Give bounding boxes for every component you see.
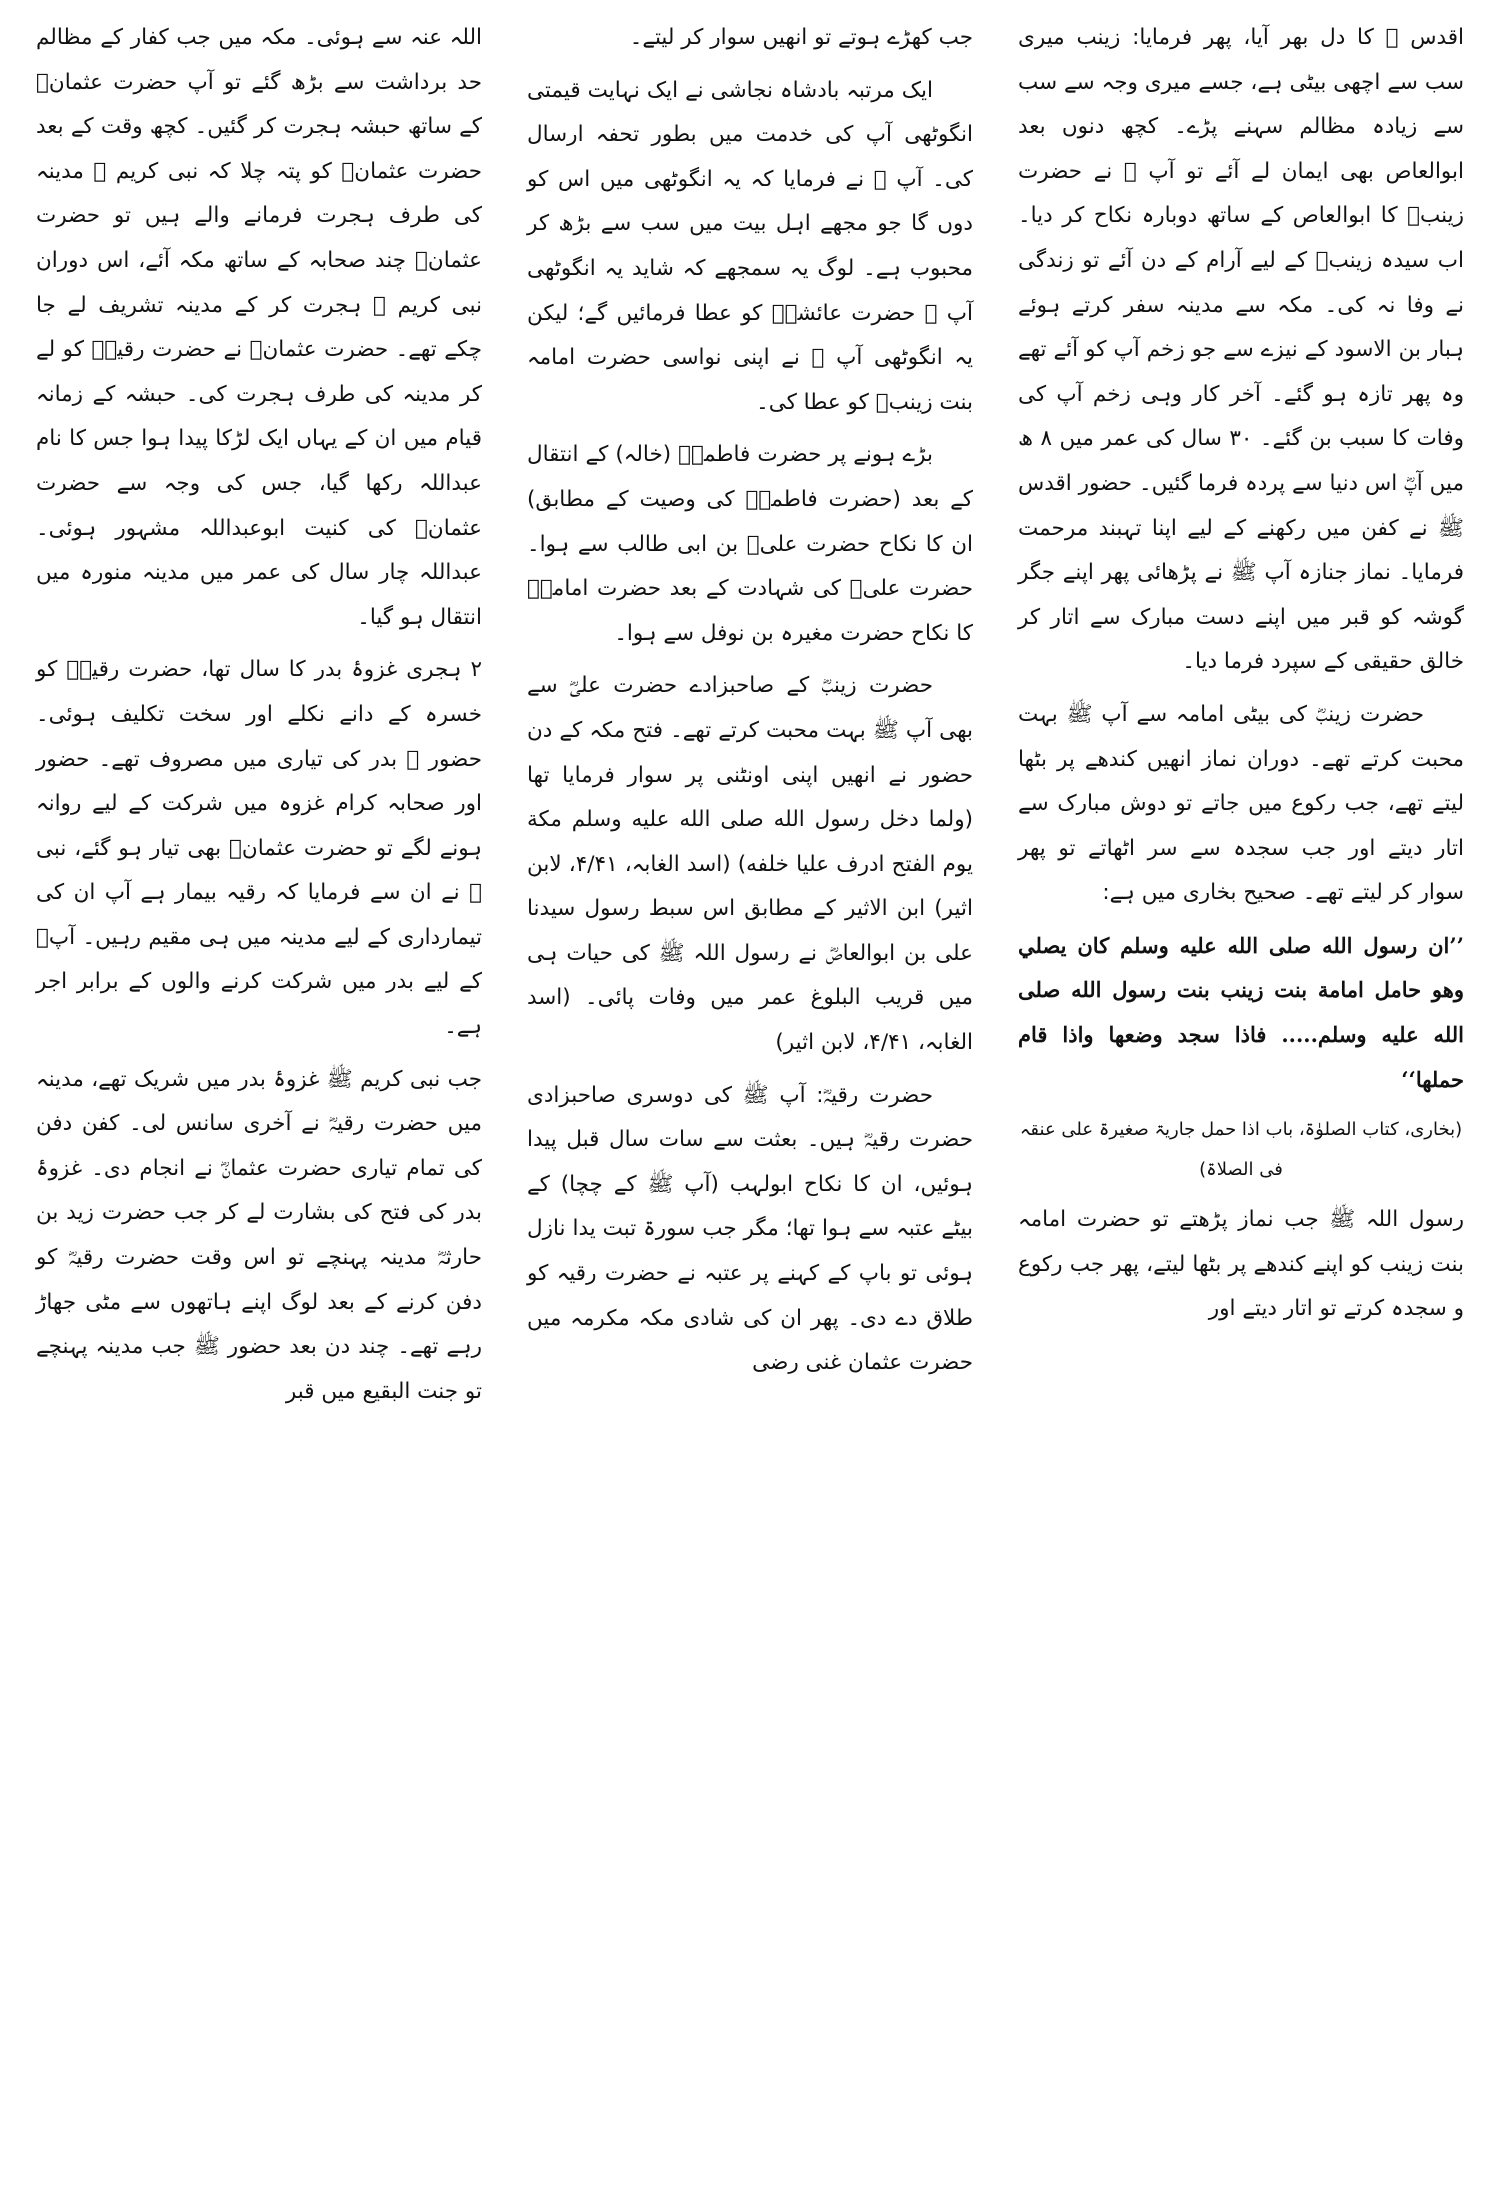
paragraph: حضرت رقیہؓ: آپ ﷺ کی دوسری صاحبزادی حضرت رقیہؓ ہیں۔ بعثت سے سات سال قبل پیدا ہوئیں، ان کا نکاح ابولہب (آپ ﷺ کے چچا) کے بیٹے عتبہ سے ہوا تھا؛ مگر جب سورۃ تبت یدا نازل ہوئی تو باپ کے کہنے پر عتبہ نے حضرت رقیہ کو طلاق دے دی۔ پھر ان کی شادی مکہ مکرمہ میں حضرت عثمان غنی رضی xyxy=(527,1082,973,1376)
column-left xyxy=(30,16,488,2186)
column-right xyxy=(1012,16,1470,2186)
paragraph: ۲ ہجری غزوۂ بدر کا سال تھا، حضرت رقیہؓ کو خسرہ کے دانے نکلے اور سخت تکلیف ہوئی۔ حضور ﷺ بدر کی تیاری میں مصروف تھے۔ حضور اور صحابہ کرام غزوہ میں شرکت کے لیے روانہ ہونے لگے تو حضرت عثمانؓ بھی تیار ہو گئے، نبی ﷺ نے ان سے فرمایا کہ رقیہ بیمار ہے آپ ان کی تیمارداری کے لیے مدینہ میں ہی مقیم رہیں۔ آپؓ کے لیے بدر میں شرکت کرنے والوں کے برابر اجر ہے۔ xyxy=(36,657,482,1040)
paragraph: جب کھڑے ہوتے تو انھیں سوار کر لیتے۔ xyxy=(629,25,973,50)
paragraph: جب نبی کریم ﷺ غزوۂ بدر میں شریک تھے، مدینہ میں حضرت رقیہؓ نے آخری سانس لی۔ کفن دفن کی تمام تیاری حضرت عثمانؓ نے انجام دی۔ غزوۂ بدر کی فتح کی بشارت لے کر جب حضرت زید بن حارثہؓ مدینہ پہنچے تو اس وقت حضرت رقیہؓ کو دفن کرنے کے بعد لوگ اپنے ہاتھوں سے مٹی جھاڑ رہے تھے۔ چند دن بعد حضور ﷺ جب مدینہ پہنچے تو جنت البقیع میں قبر xyxy=(36,1066,482,1404)
citation: (بخاری، کتاب الصلوٰۃ، باب اذا حمل جاریۃ صغیرۃ علی عنقہ فی الصلاۃ) xyxy=(1019,1119,1463,1181)
paragraph: بڑے ہونے پر حضرت فاطمہؓ (خالہ) کے انتقال کے بعد (حضرت فاطمہؓ کی وصیت کے مطابق) ان کا نکاح حضرت علیؓ بن ابی طالب سے ہوا۔ حضرت علیؓ کی شہادت کے بعد حضرت امامہؓ کا نکاح حضرت مغیرہ بن نوفل سے ہوا۔ xyxy=(527,442,973,646)
paragraph: حضرت زینبؓ کی بیٹی امامہ سے آپ ﷺ بہت محبت کرتے تھے۔ دوران نماز انھیں کندھے پر بٹھا لیتے تھے، جب رکوع میں جاتے تو دوش مبارک سے اتار دیتے اور جب سجدہ سے سر اٹھاتے تو پھر سوار کر لیتے تھے۔ صحیح بخاری میں ہے: xyxy=(1018,701,1464,906)
paragraph: رسول اللہ ﷺ جب نماز پڑھتے تو حضرت امامہ بنت زینب کو اپنے کندھے پر بٹھا لیتے، پھر جب رکوع و سجدہ کرتے تو اتار دیتے اور xyxy=(1018,1207,1464,1322)
column-middle xyxy=(521,16,979,2186)
paragraph: اللہ عنہ سے ہوئی۔ مکہ میں جب کفار کے مظالم حد برداشت سے بڑھ گئے تو آپ حضرت عثمانؓ کے ساتھ حبشہ ہجرت کر گئیں۔ کچھ وقت کے بعد حضرت عثمانؓ کو پتہ چلا کہ نبی کریم ﷺ مدینہ کی طرف ہجرت فرمانے والے ہیں تو حضرت عثمانؓ چند صحابہ کے ساتھ مکہ آئے، اس دوران نبی کریم ﷺ ہجرت کر کے مدینہ تشریف لے جا چکے تھے۔ حضرت عثمانؓ نے حضرت رقیہؓ کو لے کر مدینہ کی طرف ہجرت کی۔ حبشہ کے زمانہ قیام میں ان کے یہاں ایک لڑکا پیدا ہوا جس کا نام عبداللہ رکھا گیا، جس کی وجہ سے حضرت عثمانؓ کی کنیت ابوعبداللہ مشہور ہوئی۔ عبداللہ چار سال کی عمر میں مدینہ منورہ میں انتقال ہو گیا۔ xyxy=(36,25,482,630)
paragraph: اقدس ﷺ کا دل بھر آیا، پھر فرمایا: زینب میری سب سے اچھی بیٹی ہے، جسے میری وجہ سے سب سے زیادہ مظالم سہنے پڑے۔ کچھ دنوں بعد ابوالعاص بھی ایمان لے آئے تو آپ ﷺ نے حضرت زینبؓ کا ابوالعاص کے ساتھ دوبارہ نکاح کر دیا۔ اب سیدہ زینبؓ کے لیے آرام کے دن آئے تو زندگی نے وفا نہ کی۔ مکہ سے مدینہ سفر کرتے ہوئے ہبار بن الاسود کے نیزے سے جو زخم آپ کو آئے تھے وہ پھر تازہ ہو گئے۔ آخر کار وہی زخم آپ کی وفات کا سبب بن گئے۔ ۳۰ سال کی عمر میں ۸ ھ میں آپؓ اس دنیا سے پردہ فرما گئیں۔ حضور اقدس ﷺ نے کفن میں رکھنے کے لیے اپنا تہبند مرحمت فرمایا۔ نماز جنازہ آپ ﷺ نے پڑھائی پھر اپنے جگر گوشہ کو قبر میں اپنے دست مبارک سے اتار کر خالق حقیقی کے سپرد فرما دیا۔ xyxy=(1018,25,1464,675)
paragraph: ایک مرتبہ بادشاہ نجاشی نے ایک نہایت قیمتی انگوٹھی آپ کی خدمت میں بطور تحفہ ارسال کی۔ آپ ﷺ نے فرمایا کہ یہ انگوٹھی میں اس کو دوں گا جو مجھے اہل بیت میں سب سے بڑھ کر محبوب ہے۔ لوگ یہ سمجھے کہ شاید یہ انگوٹھی آپ ﷺ حضرت عائشہؓ کو عطا فرمائیں گے؛ لیکن یہ انگوٹھی آپ ﷺ نے اپنی نواسی حضرت امامہ بنت زینبؓ کو عطا کی۔ xyxy=(527,77,973,415)
paragraph: حضرت زینبؓ کے صاحبزادے حضرت علیؓ سے بھی آپ ﷺ بہت محبت کرتے تھے۔ فتح مکہ کے دن حضور نے انھیں اپنی اونٹنی پر سوار فرمایا تھا (ولما دخل رسول الله صلى الله عليه وسلم مكة يوم الفتح ادرف عليا خلفه) (اسد الغابہ، ۴/۴۱، لابن اثیر) ابن الاثیر کے مطابق اس سبط رسول سیدنا علی بن ابوالعاصؓ نے رسول اللہ ﷺ کی حیات ہی میں قریب البلوغ عمر میں وفات پائی۔ (اسد الغابہ، ۴/۴۱، لابن اثیر) xyxy=(527,673,974,1056)
newspaper-page xyxy=(30,16,1470,2186)
arabic-quote: ’’ان رسول الله صلى الله عليه وسلم كان يصلي وهو حامل امامة بنت زينب بنت رسول الله صلى الله عليه وسلم..... فاذا سجد وضعها واذا قام حملها‘‘ xyxy=(1018,932,1464,1092)
